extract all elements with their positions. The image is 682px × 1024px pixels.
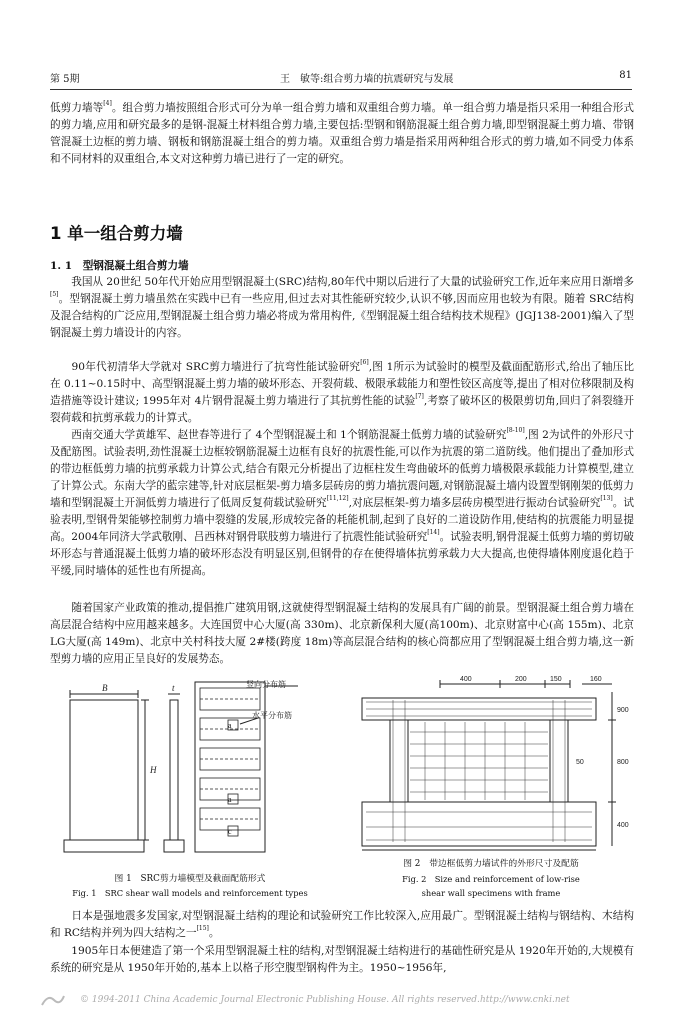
p3-text-d: 。试验表明,型钢骨架能够控制剪力墙中裂缝的发展,形成较完备的耗能机制,起到了良好的二道设防作用,使结构的抗震能力明显提高。2004年同济大学武敬刚、吕西林对钢骨联肢剪力墙进行了抗震性能试验研究 [50,497,635,543]
paragraph-1 [50,274,634,342]
reinforcement-cages [200,688,260,836]
p3-text-c: ,对底层框架-剪力墙多层砖房模型进行振动台试验研究 [348,497,601,509]
intro-text-a: 低剪力墙等 [50,102,104,114]
citation: [15] [196,925,209,932]
wall-elevation [70,700,138,840]
footer [40,995,640,1011]
running-header [50,70,632,84]
issue-number: 第 5期 [50,74,80,85]
p3-text-a: 西南交通大学黄雄军、赵世春等进行了 4个型钢混凝土和 1个钢筋混凝土低剪力墙的试验研究 [50,429,507,441]
label-h: H [150,765,157,775]
figure-1-caption-en: Fig. 1 SRC shear wall models and reinforcement types [72,888,308,898]
figure-2-caption-cn: 图 2 带边框低剪力墙试件的外形尺寸及配筋 [403,859,579,869]
wall-section [170,700,178,840]
page-number: 81 [619,70,632,81]
foundation [362,802,596,846]
citation: [6] [360,359,369,366]
figure-2-caption-en-2: shear wall specimens with frame [421,888,561,898]
figure-1-caption-cn: 图 1 SRC剪力墙模型及截面配筋形式 [114,874,266,884]
paragraph-4: 随着国家产业政策的推动,提倡推广建筑用钢,这就使得型钢混凝土结构的发展具有广阔的前景。型钢混凝土组合剪力墙在高层混合结构中应用越来越多。大连国贸中心大厦(高 330m)、北京新保利大厦(高100m)、北京财富中心(高 155m)、北京 LG大厦(高 149m)、北京中关村科技大厦 2#楼(跨度 18m)等高层混合结构的核心筒都应用了型钢混凝土组合剪力墙,这一新型剪力墙的应用正呈良好的发展势态。 [50,602,634,665]
citation: [13] [600,495,613,502]
dim-150: 150 [550,676,562,683]
header-rule [50,89,632,90]
citation: [5] [50,291,59,298]
label-horizontal-bars: 水平分布筋 [252,711,292,720]
p3-text-b: ,图 2为试件的外形尺寸及配筋图。试验表明,劲性混凝土边框较钢筋混凝土边框有良好的抗震性能,可以作为抗震的第二道防线。他们提出了叠加形式的带边框低剪力墙的抗剪承载力计算公式,结合有限元分析提出了边框柱发生弯曲破坏的低剪力墙极限承载能力计算模型,建立了计算公式。东南大学的藍宗建等,针对底层框架-剪力墙多层砖房的剪力墙抗震问题,对钢筋混凝土墙内设置型钢刚架的低剪力墙和型钢混凝土开洞低剪力墙进行了低周反复荷载试验研究 [50,429,634,509]
dim-200: 200 [515,676,527,683]
citation: [11,12] [326,495,349,502]
right-column [550,720,568,802]
p1-text-a: 我国从 20世纪 50年代开始应用型钢混凝土(SRC)结构,80年代中期以后进行了大量的试验研究工作,近年来应用日渐增多 [50,276,634,288]
label-a-2: a [228,795,232,804]
citation: [8-10] [506,427,525,434]
running-title: 王 敏等:组合剪力墙的抗震研究与发展 [280,74,454,85]
dim-400-right: 400 [617,822,629,829]
paragraph-3 [50,427,634,580]
citation: [7] [415,393,424,400]
p1-text-b: 。型钢混凝土剪力墙虽然在实践中已有一些应用,但过去对其性能研究较少,认识不够,因而应用也较为有限。随着 SRC结构及混合结构的广泛应用,型钢混凝土组合剪力墙必将成为常用构件,《型钢混凝土组合结构技术规程》(JGJ138-2001)编入了型钢混凝土剪力墙设计的内容。 [50,293,634,339]
paragraph-6: 1905年日本便建造了第一个采用型钢混凝土柱的结构,对型钢混凝土结构进行的基础性研究是从 1920年开始的,大规模有系统的研究是从 1950年开始的,基本上以格子形空腹型钢构件为主。1950~1956年, [50,945,634,974]
p2-text-b: ,图 1所示为试验时的模型及截面配筋形式,给出了轴压比在 0.11~0.15时中、高型钢混凝土剪力墙的破坏形态、开裂荷载、极限承载能力和塑性铰区高度等,提出了相对位移限制及构造措施等设计建议; 1995年对 4片钢骨混凝土剪力墙进行了其抗剪性能的试验 [50,361,634,407]
dim-900: 900 [617,707,629,714]
figure-2-diagram [350,672,632,854]
citation: [14] [427,529,440,536]
label-c: c [228,827,232,836]
figure-1-diagram [50,678,330,860]
p2-text-a: 90年代初清华大学就对 SRC剪力墙进行了抗弯性能试验研究 [50,361,361,373]
dim-400: 400 [460,676,472,683]
section-heading-1: 1 单一组合剪力墙 [50,224,183,243]
label-b: B [102,683,108,693]
intro-text-b: 。组合剪力墙按照组合形式可分为单一组合剪力墙和双重组合剪力墙。单一组合剪力墙是指只采用一种组合形式的剪力墙,应用和研究最多的是钢-混凝土材料组合剪力墙,主要包括:型钢和钢筋混凝土组合剪力墙,即型钢混凝土剪力墙、带钢管混凝土边框的剪力墙、钢板和钢筋混凝土组合的剪力墙。双重组合剪力墙是指采用两种组合形式的剪力墙,如不同受力体系和不同材料的双重组合,本文对这种剪力墙已进行了一定的研究。 [50,102,635,165]
p5-text-a: 日本是强地震多发国家,对型钢混凝土结构的理论和试验研究工作比较深入,应用最广。型钢混凝土结构与钢结构、木结构和 RC结构并列为四大结构之一 [50,910,634,939]
label-t: t [172,683,175,693]
left-column [390,720,408,802]
dim-50: 50 [576,759,584,766]
label-vertical-bars: 竖向分布筋 [246,680,286,689]
p3-text-e: 。试验表明,钢骨混凝土低剪力墙的剪切破坏形态与普通混凝土低剪力墙的破坏形态没有明显区别,但钢骨的存在使得墙体抗剪承载力大大提高,也使得墙体刚度退化趋于平缓,同时墙体的延性也有所提高。 [50,531,634,577]
citation: [4] [103,100,112,107]
paragraph-2 [50,359,634,427]
dim-800: 800 [617,759,629,766]
dim-160: 160 [590,676,602,683]
copyright-text: © 1994-2011 China Academic Journal Electronic Publishing House. All rights reserved. [80,995,480,1005]
footer-url[interactable]: http://www.cnki.net [480,995,570,1005]
paragraph-5 [50,908,634,942]
wall-panel [408,720,550,802]
section-heading-1-1: 1. 1 型钢混凝土组合剪力墙 [50,260,189,272]
p5-text-b: 。 [208,927,220,939]
figure-2-caption-en-1: Fig. 2 Size and reinforcement of low-rise [402,874,580,884]
label-a-1: a [228,721,232,730]
p2-text-c: ,考察了破坏区的极限剪切角,回归了斜裂缝开裂荷载和抗剪承载力的计算式。 [50,395,635,424]
publisher-logo-icon [40,992,66,1011]
reinforcement-grid [366,700,592,842]
intro-paragraph [50,100,634,168]
